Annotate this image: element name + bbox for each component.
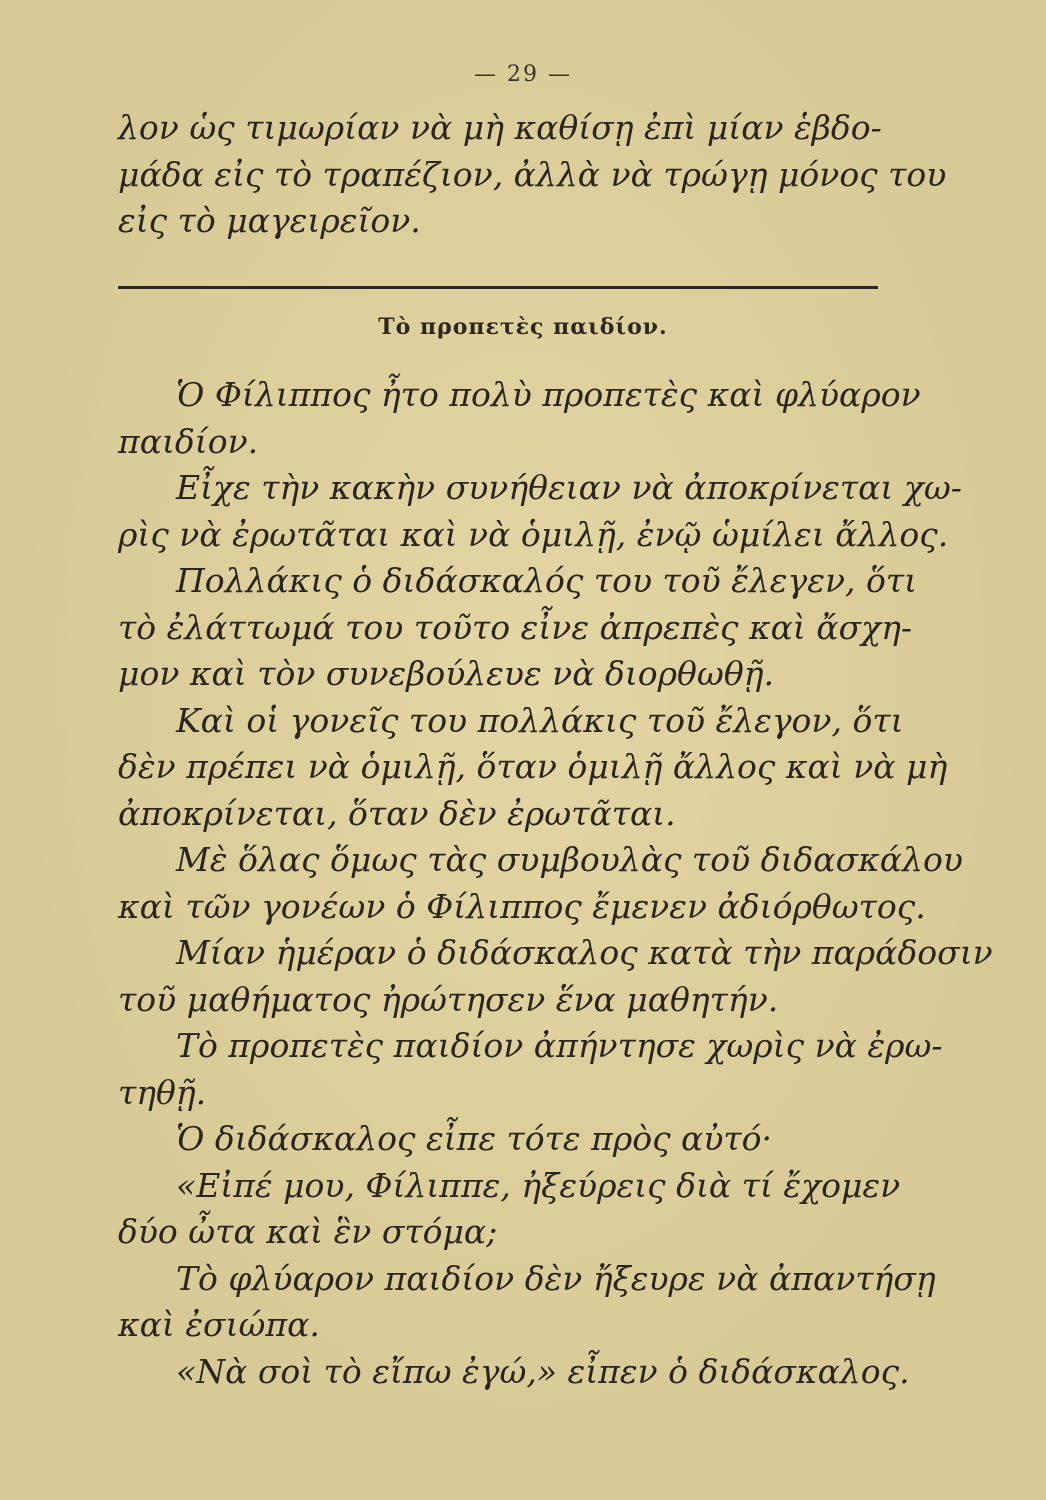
story-body: [118, 372, 993, 1395]
text-line: Εἶχε τὴν κακὴν συνήθειαν νὰ ἀποκρίνεται χω-: [176, 468, 962, 507]
text-line: ρὶς νὰ ἐρωτᾶται καὶ νὰ ὁμιλῇ, ἐνῷ ὡμίλει ἄλλος.: [118, 514, 949, 554]
page-number: — 29 —: [474, 62, 572, 87]
continued-paragraph: [118, 105, 947, 245]
text-line: Ὁ διδάσκαλος εἶπε τότε πρὸς αὐτό·: [176, 1119, 773, 1158]
text-line: Τὸ προπετὲς παιδίον ἀπήντησε χωρὶς νὰ ἐρω-: [176, 1026, 943, 1065]
text-line: Μὲ ὅλας ὅμως τὰς συμβουλὰς τοῦ διδασκάλου: [176, 840, 963, 879]
text-line: Καὶ οἱ γονεῖς του πολλάκις τοῦ ἔλεγον, ὅτι: [176, 700, 904, 740]
text-line: λον ὡς τιμωρίαν νὰ μὴ καθίσῃ ἐπὶ μίαν ἑβδο-: [118, 108, 882, 147]
text-line: Ὁ Φίλιππος ἦτο πολὺ προπετὲς καὶ φλύαρον: [176, 375, 921, 414]
text-line: ἀποκρίνεται, ὅταν δὲν ἐρωτᾶται.: [118, 793, 676, 833]
text-line: «Εἰπέ μου, Φίλιππε, ἠξεύρεις διὰ τί ἔχομεν: [176, 1165, 901, 1205]
text-line: τὸ ἐλάττωμά του τοῦτο εἶνε ἀπρεπὲς καὶ ἄσχη-: [118, 607, 913, 647]
text-line: δὲν πρέπει νὰ ὁμιλῇ, ὅταν ὁμιλῇ ἄλλος καὶ νὰ μὴ: [118, 747, 948, 786]
text-line: μάδα εἰς τὸ τραπέζιον, ἀλλὰ νὰ τρώγῃ μόνος του: [118, 154, 947, 194]
text-line: τηθῇ.: [118, 1072, 207, 1112]
text-line: καὶ τῶν γονέων ὁ Φίλιππος ἔμενεν ἀδιόρθωτος.: [118, 886, 926, 926]
text-line: δύο ὦτα καὶ ἓν στόμα;: [118, 1212, 498, 1251]
text-line: Μίαν ἡμέραν ὁ διδάσκαλος κατὰ τὴν παράδοσιν: [176, 933, 993, 972]
section-divider: [118, 286, 878, 289]
text-line: τοῦ μαθήματος ἠρώτησεν ἕνα μαθητήν.: [118, 979, 779, 1019]
text-line: παιδίον.: [118, 421, 259, 461]
text-line: μον καὶ τὸν συνεβούλευε νὰ διορθωθῇ.: [118, 654, 774, 693]
section-title: Τὸ προπετὲς παιδίον.: [378, 314, 668, 340]
text-line: Πολλάκις ὁ διδάσκαλός του τοῦ ἔλεγεν, ὅτι: [176, 561, 918, 600]
text-line: «Νὰ σοὶ τὸ εἴπω ἐγώ,» εἶπεν ὁ διδάσκαλος.: [176, 1351, 910, 1391]
text-line: εἰς τὸ μαγειρεῖον.: [118, 201, 421, 240]
text-line: Τὸ φλύαρον παιδίον δὲν ἤξευρε νὰ ἀπαντήσῃ: [176, 1258, 936, 1298]
text-line: καὶ ἐσιώπα.: [118, 1305, 320, 1344]
